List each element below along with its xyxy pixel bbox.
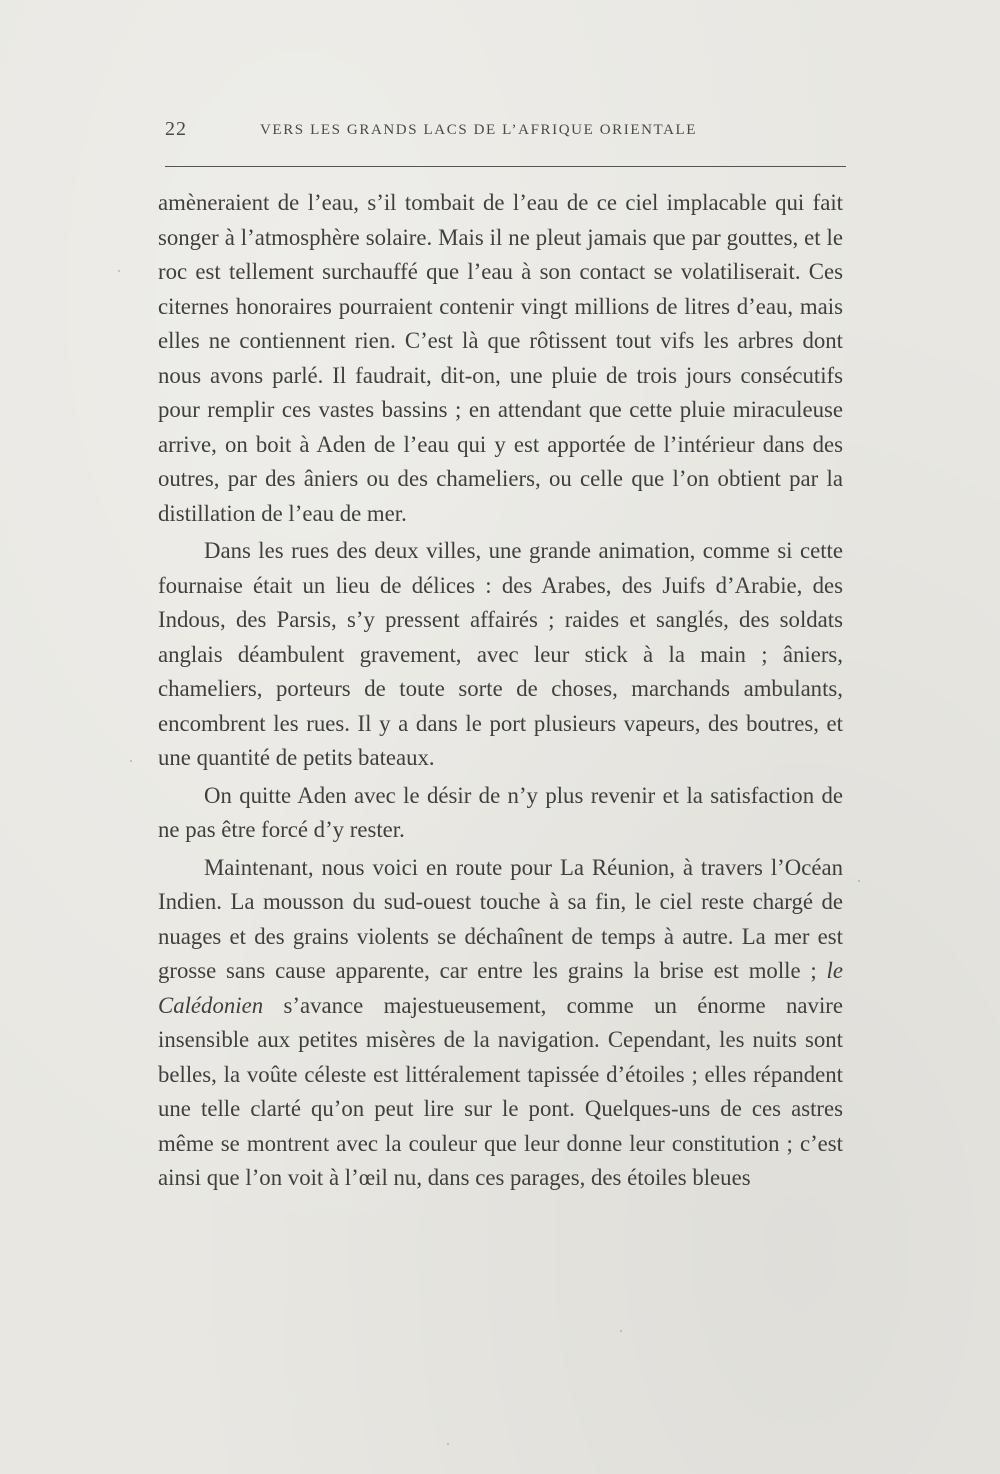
body-text [158,186,843,1199]
paragraph-4 [158,851,843,1196]
page-number: 22 [165,118,187,140]
paper-speck [118,270,120,272]
paragraph-4-end: s’avance majestueusement, comme un énorme navire insensible aux petites misères de la navigation. Cependant, les nuits sont belles, la voûte céleste est littéralement tapissée d’étoiles ; elles répandent une telle clarté qu’on peut lire sur le pont. Quelques-uns de ces astres même se montrent avec la couleur que leur donne leur constitution ; c’est ainsi que l’on voit à l’œil nu, dans ces parages, des étoiles bleues [158,992,843,1190]
running-title: VERS LES GRANDS LACS DE L’AFRIQUE ORIENTALE [260,122,698,138]
paper-speck [447,1443,449,1445]
paper-speck [620,1330,622,1332]
header-rule [165,166,846,167]
paragraph-1: amèneraient de l’eau, s’il tombait de l’eau de ce ciel implacable qui fait songer à l’atmosphère solaire. Mais il ne pleut jamais que par gouttes, et le roc est tellement surchauffé que l’eau à son contact se volatiliserait. Ces citernes honoraires pourraient contenir vingt millions de litres d’eau, mais elles ne contiennent rien. C’est là que rôtissent tout vifs les arbres dont nous avons parlé. Il faudrait, dit-on, une pluie de trois jours consécutifs pour remplir ces vastes bassins ; en attendant que cette pluie miraculeuse arrive, on boit à Aden de l’eau qui y est apportée de l’intérieur dans des outres, par des âniers ou des chameliers, ou celle que l’on obtient par la distillation de l’eau de mer. [158,190,843,526]
paragraph-4-start: Maintenant, nous voici en route pour La Réunion, à travers l’Océan Indien. La mousson du sud-ouest touche à sa fin, le ciel reste chargé de nuages et des grains violents se déchaînent de temps à autre. La mer est grosse sans cause apparente, car entre les grains la brise est molle ; [158,854,843,983]
paper-speck [130,760,132,762]
paragraph-2: Dans les rues des deux villes, une grande animation, comme si cette fournaise était un lieu de délices : des Arabes, des Juifs d’Arabie, des Indous, des Parsis, s’y pressent affairés ; raides et sanglés, des soldats anglais déambulent gravement, avec leur stick à la main ; âniers, chameliers, porteurs de toute sorte de choses, marchands ambulants, encombrent les rues. Il y a dans le port plusieurs vapeurs, des boutres, et une quantité de petits bateaux. [158,538,843,770]
paragraph-3: On quitte Aden avec le désir de n’y plus revenir et la satisfaction de ne pas être forcé d’y rester. [158,782,843,842]
ship-name: le Calédonien [158,958,843,1018]
page-header [165,118,845,148]
paper-speck [858,880,860,882]
